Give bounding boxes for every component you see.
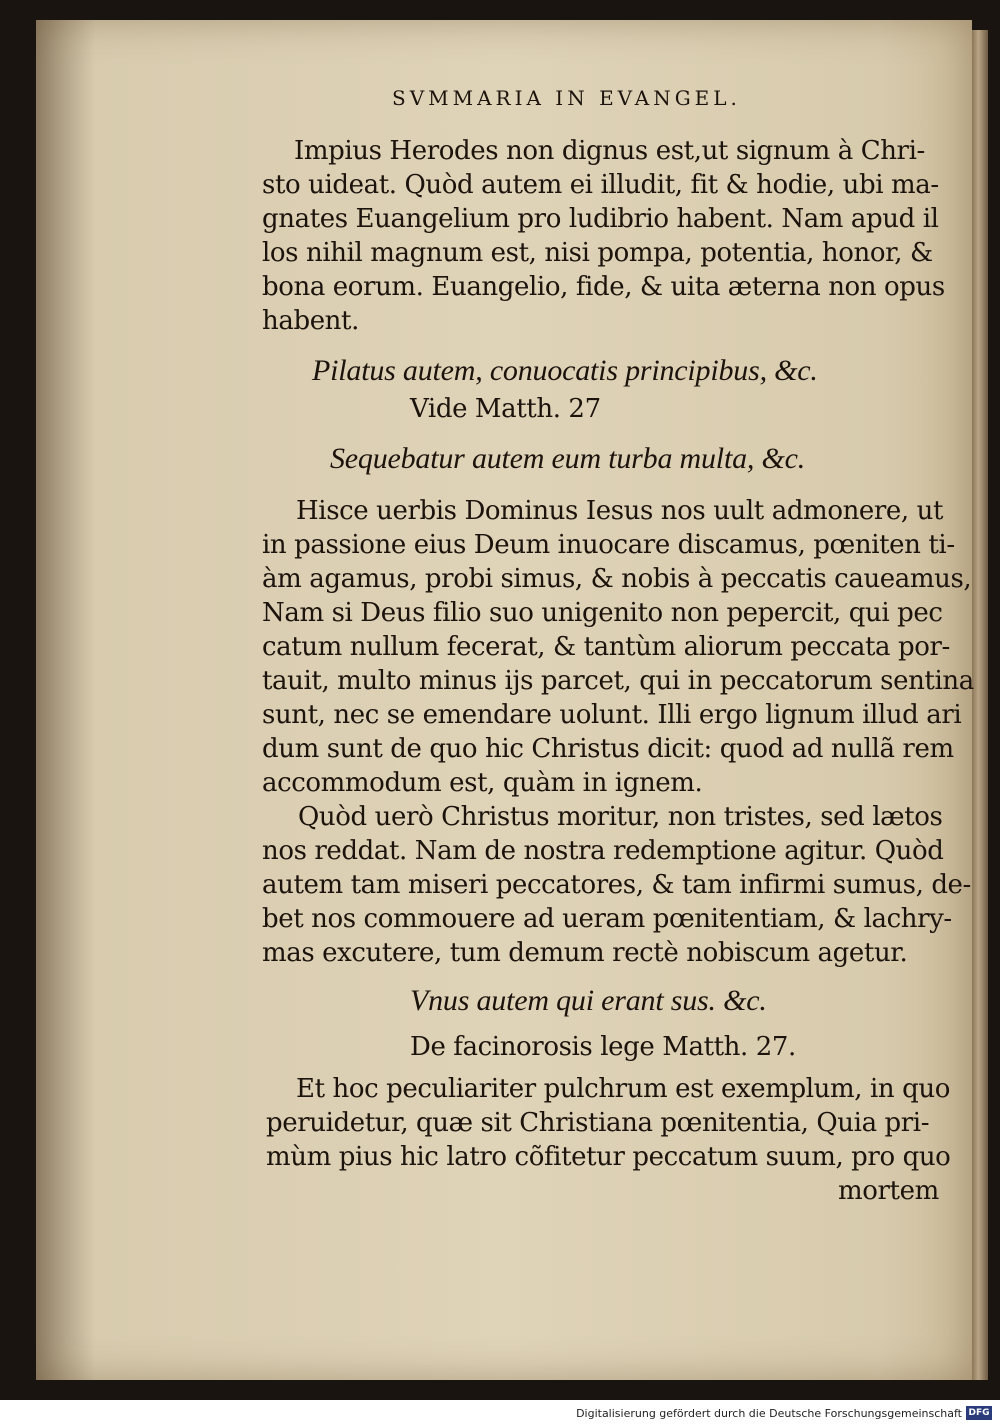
funding-credit: Digitalisierung gefördert durch die Deutsche Forschungsgemeinschaft [576,1407,962,1420]
text-line: bona eorum. Euangelio, fide, & uita æterna non opus [262,272,945,302]
text-line: mas excutere, tum demum rectè nobiscum agetur. [262,938,908,968]
text-line: tauit, multo minus ijs parcet, qui in peccatorum sentina [262,666,974,696]
text-line: los nihil magnum est, nisi pompa, potentia, honor, & [262,238,933,268]
text-line: mùm pius hic latro cõfitetur peccatum suum, pro quo [266,1142,951,1172]
page-edge [972,30,988,1380]
text-line: gnates Euangelium pro ludibrio habent. Nam apud il [262,204,939,234]
text-line: bet nos commouere ad ueram pœnitentiam, & lachry- [262,904,952,934]
catchword: mortem [838,1176,939,1206]
text-line: Impius Herodes non dignus est,ut signum à Chri- [294,136,925,166]
text-line: nos reddat. Nam de nostra redemptione agitur. Quòd [262,836,944,866]
text-line: sto uideat. Quòd autem ei illudit, fit & hodie, ubi ma- [262,170,939,200]
text-line: Hisce uerbis Dominus Iesus nos uult admonere, ut [296,496,944,526]
gutter-shadow [36,20,96,1380]
text-line: autem tam miseri peccatores, & tam infirmi sumus, de- [262,870,971,900]
text-line: accommodum est, quàm in ignem. [262,768,703,798]
text-line: catum nullum fecerat, & tantùm aliorum peccata por- [262,632,950,662]
text-line: habent. [262,306,359,336]
cross-reference: De facinorosis lege Matth. 27. [410,1032,796,1062]
section-heading: Sequebatur autem eum turba multa, &c. [330,442,806,475]
text-line: àm agamus, probi simus, & nobis à peccatis caueamus, [262,564,972,594]
text-line: Quòd uerò Christus moritur, non tristes, sed lætos [298,802,943,832]
text-line: sunt, nec se emendare uolunt. Illi ergo lignum illud ari [262,700,962,730]
section-heading: Pilatus autem, conuocatis principibus, &c. [312,354,818,387]
text-line: peruidetur, quæ sit Christiana pœnitentia, Quia pri- [266,1108,930,1138]
cross-reference: Vide Matth. 27 [410,394,601,424]
dfg-logo: DFG [966,1406,992,1420]
text-line: in passione eius Deum inuocare discamus, pœniten ti- [262,530,955,560]
text-line: Nam si Deus filio suo unigenito non pepercit, qui pec [262,598,943,628]
text-line: dum sunt de quo hic Christus dicit: quod ad nullã rem [262,734,954,764]
running-head: SVMMARIA IN EVANGEL. [392,86,741,110]
section-heading: Vnus autem qui erant sus. &c. [410,984,767,1017]
text-line: Et hoc peculiariter pulchrum est exemplum, in quo [296,1074,950,1104]
